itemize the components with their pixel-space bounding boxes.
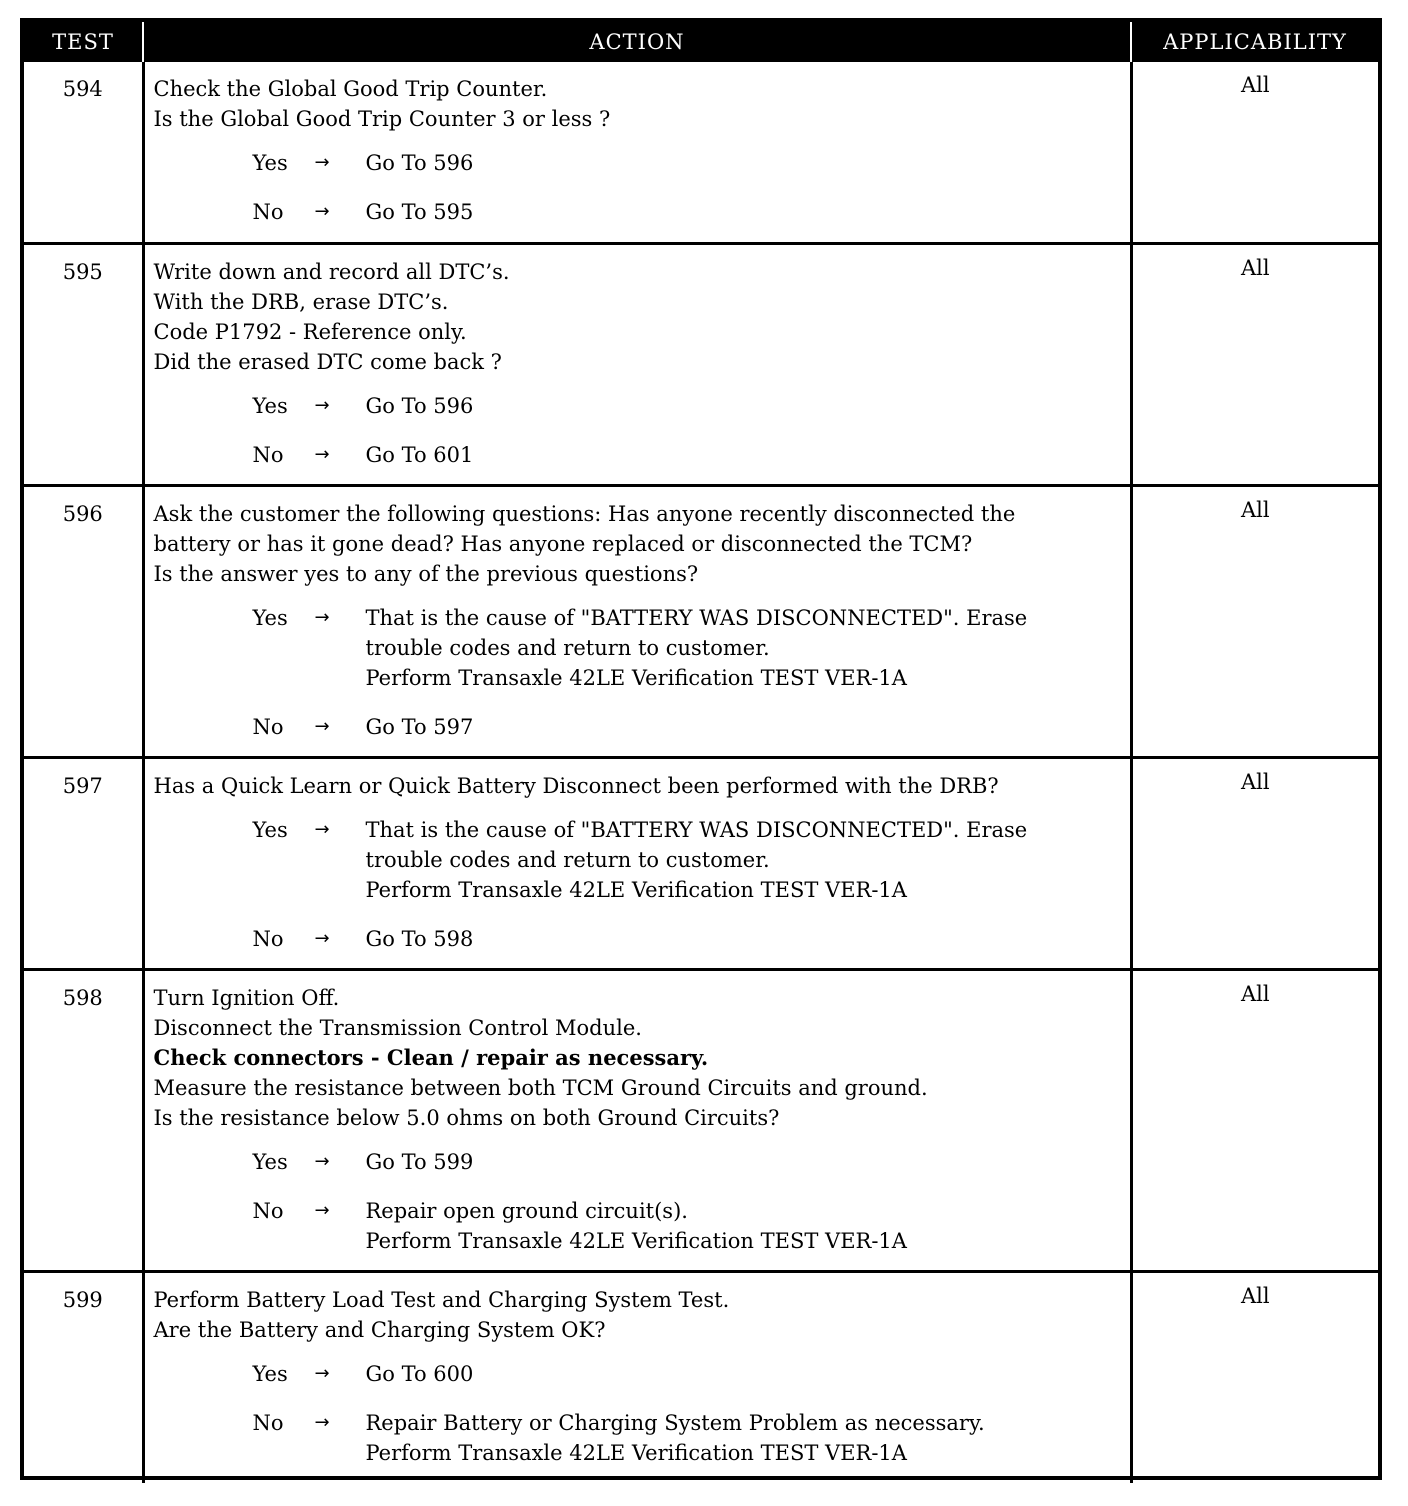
- answer-result: [366, 712, 1121, 742]
- answer-label: Yes: [252, 151, 288, 175]
- right-arrow-icon: →: [314, 443, 330, 465]
- answer-yes: [154, 815, 1121, 905]
- diagnostic-test-table: [20, 18, 1382, 1480]
- answer-label: No: [252, 714, 284, 739]
- action-cell: [143, 62, 1131, 243]
- result-line: That is the cause of "BATTERY WAS DISCONNECTED". Erase: [365, 605, 1028, 630]
- answer-result: [366, 1359, 1121, 1389]
- header-action: ACTION: [143, 22, 1131, 62]
- answer-result: [366, 148, 1121, 178]
- answer-label: Yes: [252, 605, 288, 630]
- right-arrow-icon: →: [314, 1199, 330, 1221]
- table-row: [24, 969, 1378, 1271]
- answer-yes: [154, 1147, 1121, 1177]
- test-number: 599: [24, 1271, 143, 1483]
- table-row: [24, 1271, 1378, 1483]
- action-instruction: Has a Quick Learn or Quick Battery Disconnect been performed with the DRB?: [153, 773, 999, 798]
- answer-list: [154, 1147, 1121, 1256]
- header-applicability: APPLICABILITY: [1131, 22, 1378, 62]
- result-line: Perform Transaxle 42LE Verification TEST VER-1A: [365, 877, 907, 902]
- answer-yes: [154, 148, 1121, 178]
- table-row: [24, 485, 1378, 757]
- answer-list: [154, 815, 1121, 954]
- action-instruction: Turn Ignition Off.: [153, 985, 340, 1010]
- header-test: TEST: [24, 22, 143, 62]
- test-number: 597: [24, 757, 143, 969]
- answer-result: [366, 1408, 1121, 1468]
- applicability-value: All: [1240, 769, 1270, 794]
- right-arrow-icon: →: [314, 394, 330, 416]
- answer-result: [366, 815, 1121, 905]
- table-row: [24, 243, 1378, 485]
- right-arrow-icon: →: [314, 818, 330, 840]
- result-line: Go To 597: [365, 714, 474, 739]
- answer-result: [366, 197, 1121, 227]
- answer-label: Yes: [252, 1149, 288, 1174]
- right-arrow-icon: →: [314, 1150, 330, 1172]
- action-instruction: Measure the resistance between both TCM Ground Circuits and ground.: [153, 1075, 928, 1100]
- test-number: 598: [24, 969, 143, 1271]
- result-line: Go To 599: [365, 1149, 474, 1174]
- answer-label: No: [252, 926, 284, 951]
- answer-label: No: [252, 200, 284, 224]
- test-number: 595: [24, 243, 143, 485]
- action-instruction: Check the Global Good Trip Counter.: [153, 77, 548, 101]
- answer-label: No: [252, 1410, 284, 1435]
- result-line: Go To 596: [365, 393, 474, 418]
- test-number: 596: [24, 485, 143, 757]
- result-line: Perform Transaxle 42LE Verification TEST VER-1A: [365, 665, 907, 690]
- answer-list: [154, 603, 1121, 742]
- result-line: Repair Battery or Charging System Problem as necessary.: [365, 1410, 985, 1435]
- answer-list: [154, 148, 1121, 227]
- applicability-value: All: [1240, 1283, 1270, 1308]
- result-line: Repair open ground circuit(s).: [365, 1198, 688, 1223]
- answer-list: [154, 391, 1121, 470]
- answer-result: [366, 440, 1121, 470]
- action-cell: [143, 485, 1131, 757]
- action-instruction: Write down and record all DTC’s.: [153, 259, 510, 284]
- applicability-value: All: [1240, 73, 1270, 97]
- answer-no: [154, 197, 1121, 227]
- action-instruction: Are the Battery and Charging System OK?: [153, 1317, 606, 1342]
- answer-result: [366, 391, 1121, 421]
- answer-yes: [154, 603, 1121, 693]
- answer-no: [154, 1408, 1121, 1468]
- answer-no: [154, 1196, 1121, 1256]
- right-arrow-icon: →: [314, 201, 330, 222]
- answer-label: No: [252, 1198, 284, 1223]
- result-line: trouble codes and return to customer.: [365, 635, 770, 660]
- result-line: Go To 595: [365, 200, 474, 224]
- right-arrow-icon: →: [314, 927, 330, 949]
- answer-yes: [154, 1359, 1121, 1389]
- result-line: trouble codes and return to customer.: [365, 847, 770, 872]
- result-line: Go To 598: [365, 926, 474, 951]
- action-instruction: Did the erased DTC come back ?: [153, 349, 502, 374]
- action-cell: [143, 969, 1131, 1271]
- answer-result: [366, 1196, 1121, 1256]
- answer-label: No: [252, 442, 284, 467]
- action-instruction: Disconnect the Transmission Control Module.: [153, 1015, 642, 1040]
- action-instruction: Is the Global Good Trip Counter 3 or less ?: [153, 107, 611, 131]
- answer-yes: [154, 391, 1121, 421]
- result-line: That is the cause of "BATTERY WAS DISCONNECTED". Erase: [365, 817, 1028, 842]
- result-line: Go To 596: [365, 151, 474, 175]
- action-instruction: Perform Battery Load Test and Charging System Test.: [153, 1287, 730, 1312]
- right-arrow-icon: →: [314, 152, 330, 173]
- answer-result: [366, 924, 1121, 954]
- action-cell: [143, 243, 1131, 485]
- result-line: Go To 600: [365, 1361, 474, 1386]
- right-arrow-icon: →: [314, 1362, 330, 1384]
- action-instruction: Check connectors - Clean / repair as necessary.: [153, 1044, 709, 1070]
- applicability-value: All: [1240, 255, 1270, 280]
- test-table: [24, 22, 1378, 1483]
- table-row: [24, 757, 1378, 969]
- action-instruction: Is the answer yes to any of the previous questions?: [153, 561, 699, 586]
- action-instruction: Code P1792 - Reference only.: [153, 319, 467, 344]
- action-instruction: Ask the customer the following questions: Has anyone recently disconnected the: [153, 501, 1016, 526]
- result-line: Perform Transaxle 42LE Verification TEST VER-1A: [365, 1440, 907, 1465]
- applicability-value: All: [1240, 981, 1270, 1006]
- answer-result: [366, 1147, 1121, 1177]
- answer-label: Yes: [252, 393, 288, 418]
- applicability-value: All: [1240, 497, 1270, 522]
- answer-no: [154, 924, 1121, 954]
- answer-no: [154, 712, 1121, 742]
- answer-label: Yes: [252, 817, 288, 842]
- result-line: Go To 601: [365, 442, 474, 467]
- answer-list: [154, 1359, 1121, 1468]
- answer-no: [154, 440, 1121, 470]
- header-row: [24, 22, 1378, 62]
- answer-label: Yes: [252, 1361, 288, 1386]
- action-instruction: Is the resistance below 5.0 ohms on both Ground Circuits?: [153, 1105, 780, 1130]
- result-line: Perform Transaxle 42LE Verification TEST VER-1A: [365, 1228, 907, 1253]
- action-cell: [143, 757, 1131, 969]
- right-arrow-icon: →: [314, 606, 330, 628]
- test-number: 594: [24, 62, 143, 243]
- right-arrow-icon: →: [314, 715, 330, 737]
- action-instruction: battery or has it gone dead? Has anyone replaced or disconnected the TCM?: [153, 531, 973, 556]
- right-arrow-icon: →: [314, 1411, 330, 1433]
- table-row: [24, 62, 1378, 243]
- answer-result: [366, 603, 1121, 693]
- action-cell: [143, 1271, 1131, 1483]
- action-instruction: With the DRB, erase DTC’s.: [153, 289, 449, 314]
